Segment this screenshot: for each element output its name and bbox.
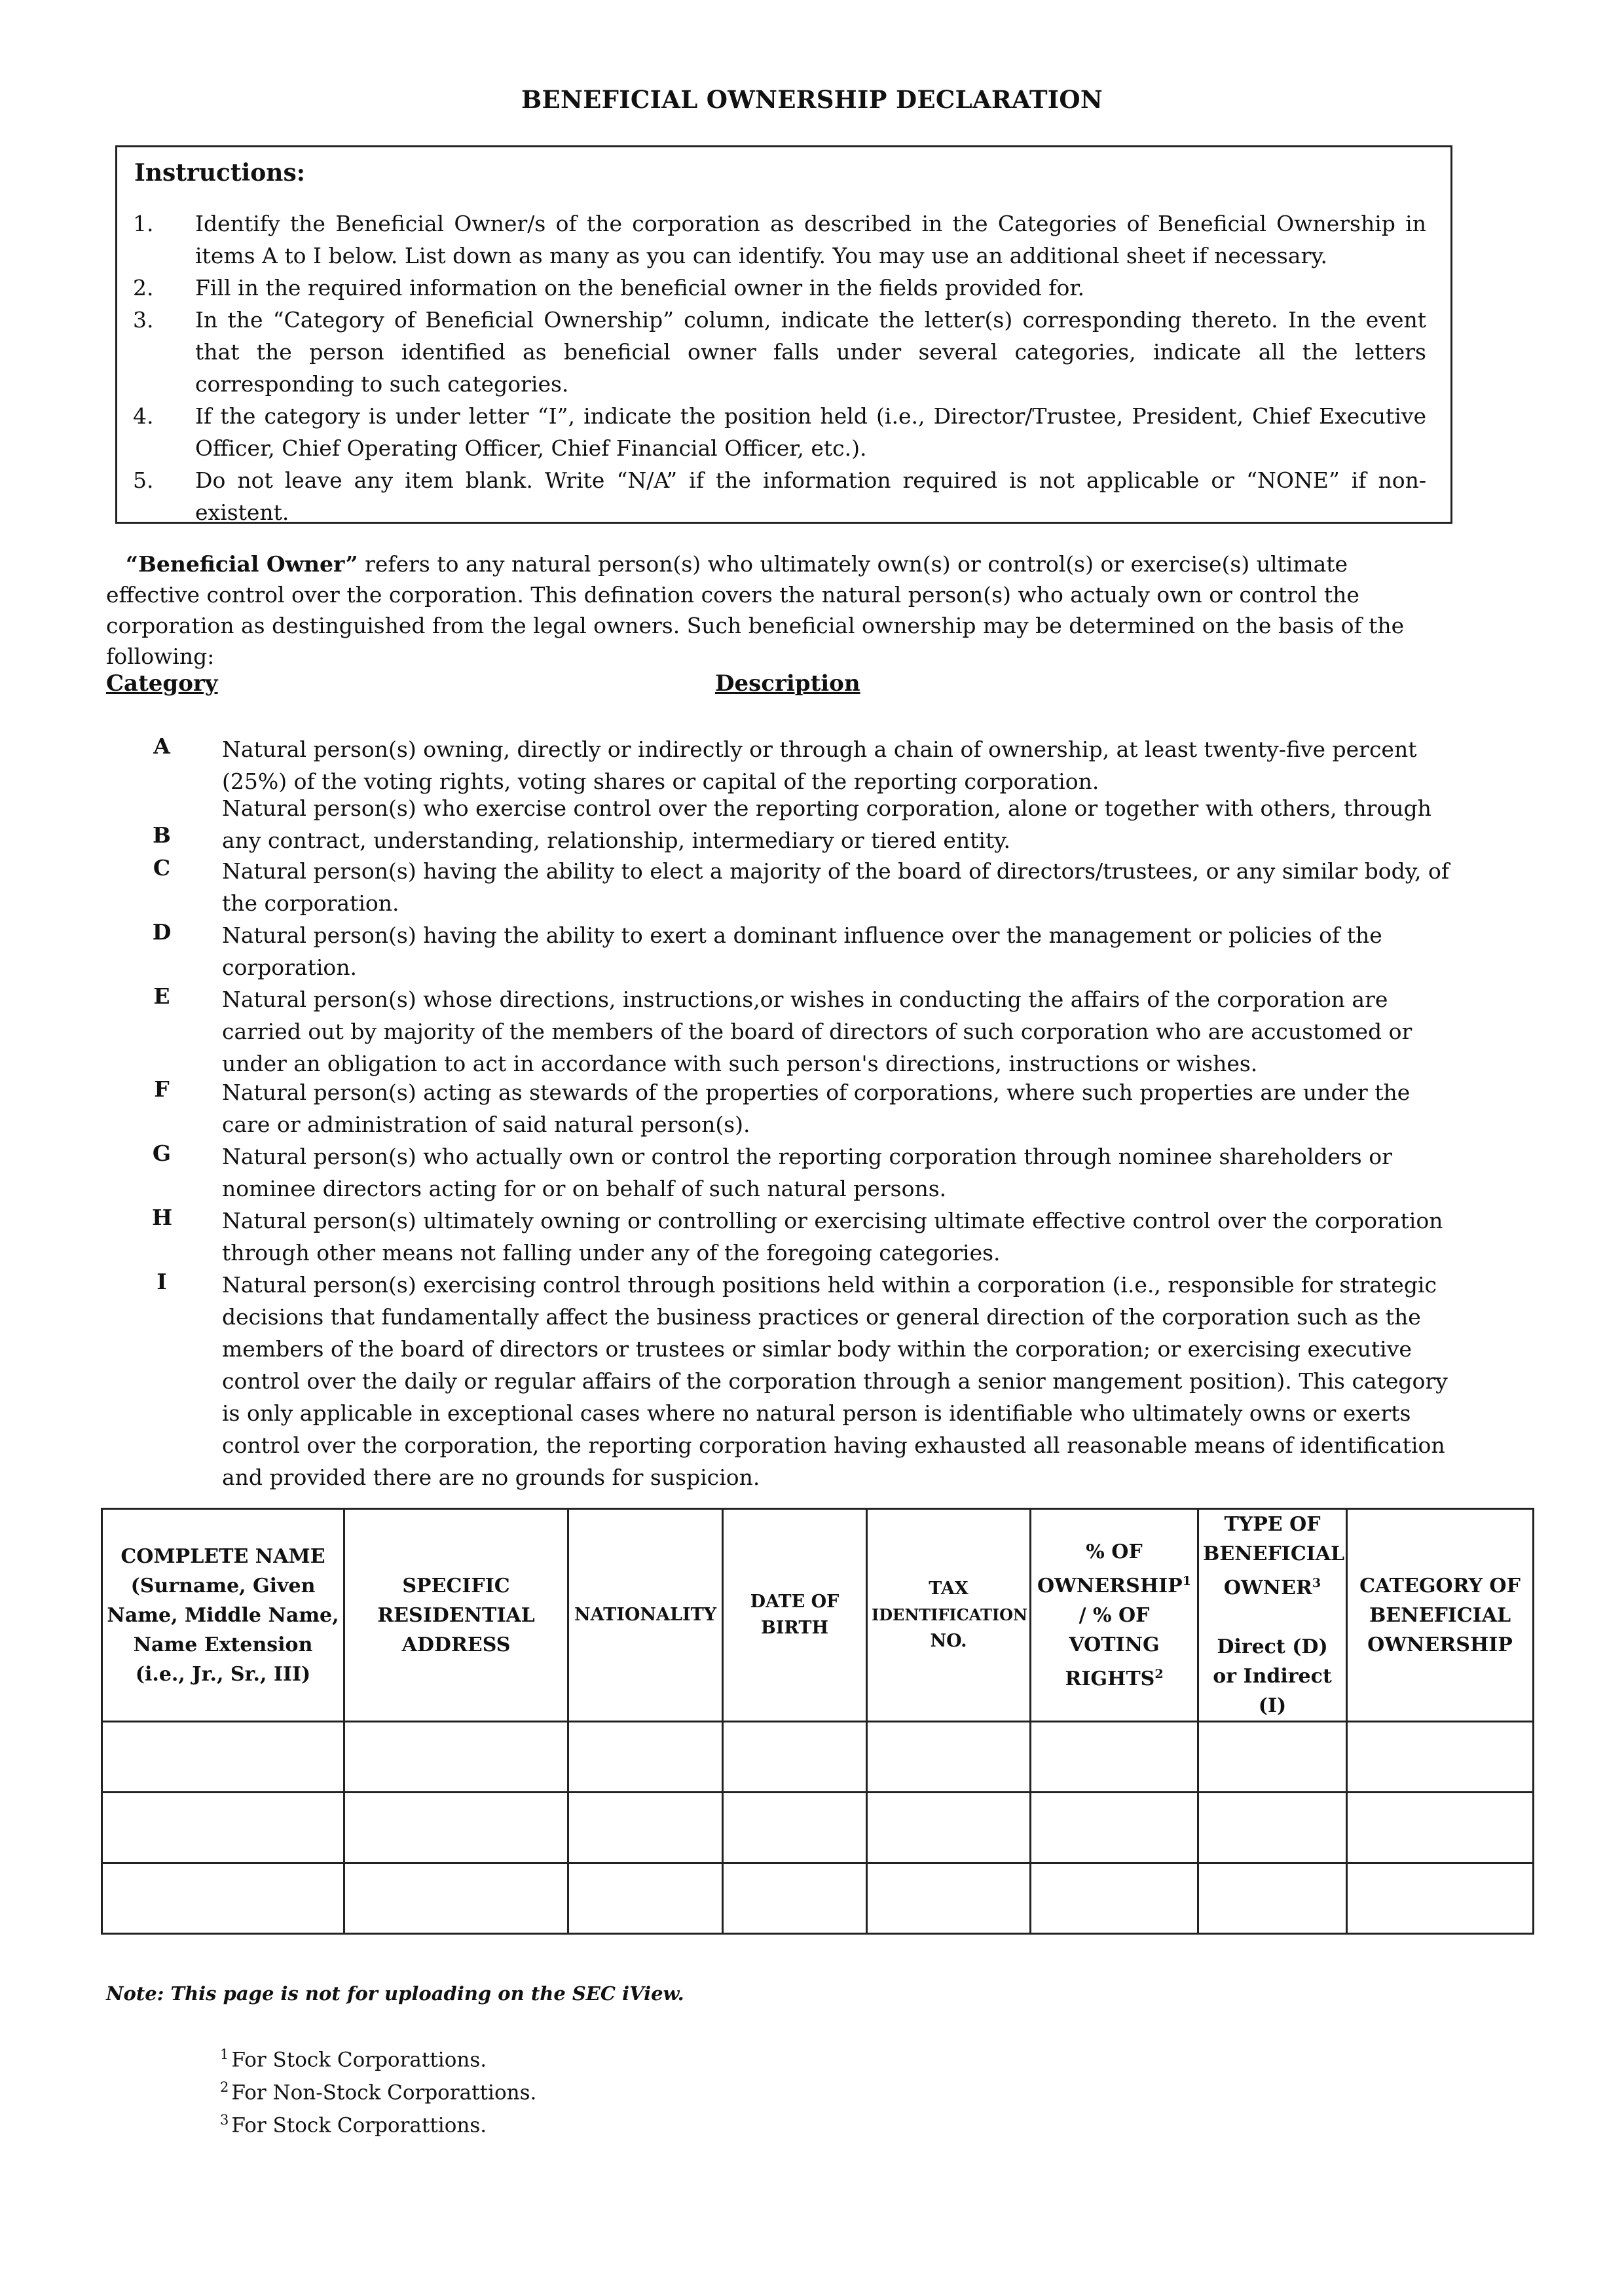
footnote	[220, 2079, 536, 2104]
instruction-text: If the category is under letter “I”, indicate the position held (i.e., Director/Trustee, President, Chief Executive Officer, Chief Operating Officer, Chief Financial Officer, etc.).	[195, 403, 1426, 461]
instruction-number: 4.	[133, 403, 154, 429]
footnote-mark: 1	[220, 2047, 229, 2062]
category-letter: D	[152, 919, 172, 945]
category-cell[interactable]	[1347, 1863, 1534, 1934]
tin-cell[interactable]	[867, 1722, 1031, 1793]
instructions-list	[133, 208, 1426, 528]
header-tax-identification-no	[867, 1509, 1031, 1722]
instruction-text: Fill in the required information on the beneficial owner in the fields provided for.	[195, 275, 1085, 301]
dob-cell[interactable]	[723, 1863, 867, 1934]
dob-cell[interactable]	[723, 1793, 867, 1863]
ownership-cell[interactable]	[1031, 1863, 1198, 1934]
nationality-cell[interactable]	[568, 1722, 723, 1793]
footnote-text: For Stock Corporattions.	[231, 2048, 487, 2072]
name-cell[interactable]	[102, 1722, 344, 1793]
category-description: Natural person(s) who actually own or control the reporting corporation through nominee shareholders or nominee directors acting for or on behalf of such natural persons.	[222, 1144, 1392, 1201]
category-description: Natural person(s) ultimately owning or controlling or exercising ultimate effective control over the corporation through other means not falling under any of the foregoing categories.	[222, 1208, 1443, 1266]
footnote	[220, 2112, 487, 2137]
category-letter: A	[153, 733, 170, 759]
category-cell[interactable]	[1347, 1793, 1534, 1863]
footnote-text: For Non-Stock Corporattions.	[231, 2081, 537, 2105]
description-column-heading: Description	[715, 670, 860, 697]
tin-label-line: IDENTIFICATION	[872, 1605, 1027, 1624]
category-description: Natural person(s) having the ability to exert a dominant influence over the management or policies of the corporation.	[222, 922, 1382, 980]
category-letter: H	[152, 1205, 173, 1230]
instruction-number: 1.	[133, 211, 154, 236]
category-letter: C	[153, 855, 171, 881]
tin-cell[interactable]	[867, 1863, 1031, 1934]
header-category-of-ownership: CATEGORY OF BENEFICIAL OWNERSHIP	[1347, 1509, 1534, 1722]
name-cell[interactable]	[102, 1793, 344, 1863]
footnote-mark: 2	[220, 2079, 229, 2095]
name-cell[interactable]	[102, 1863, 344, 1934]
instruction-number: 5.	[133, 467, 154, 493]
tin-label-line: NO.	[930, 1631, 967, 1651]
instruction-item	[133, 272, 1426, 304]
header-type-of-beneficial-owner: TYPE OF BENEFICIAL OWNER$^3$ Direct (D) or Indirect (I)	[1198, 1509, 1347, 1722]
category-letter: B	[153, 822, 171, 848]
tin-cell[interactable]	[867, 1793, 1031, 1863]
category-cell[interactable]	[1347, 1722, 1534, 1793]
footnote-mark: 3	[220, 2112, 229, 2128]
instruction-number: 2.	[133, 275, 154, 301]
footnote	[220, 2047, 487, 2071]
header-date-of-birth: DATE OF BIRTH	[723, 1509, 867, 1722]
table-row	[102, 1793, 1534, 1863]
category-description: Natural person(s) acting as stewards of the properties of corporations, where such properties are under the care or administration of said natural person(s).	[222, 1080, 1411, 1137]
instruction-text: Do not leave any item blank. Write “N/A” if the information required is not applicable or “NONE” if non-existent.	[195, 467, 1426, 525]
beneficial-owner-table	[101, 1508, 1534, 1935]
instruction-item	[133, 464, 1426, 528]
table-header-row	[102, 1509, 1534, 1722]
category-description: Natural person(s) whose directions, instructions,or wishes in conducting the affairs of the corporation are carried out by majority of the members of the board of directors of such corporation who are accustomed or under an obligation to act in accordance with such person's directions, instructions or wishes.	[222, 987, 1412, 1076]
type-cell[interactable]	[1198, 1793, 1347, 1863]
ownership-cell[interactable]	[1031, 1722, 1198, 1793]
category-letter: G	[152, 1140, 172, 1166]
beneficial-owner-definition	[106, 549, 1429, 672]
category-letter: E	[153, 983, 170, 1009]
header-residential-address: SPECIFIC RESIDENTIAL ADDRESS	[344, 1509, 568, 1722]
upload-note: Note: This page is not for uploading on the SEC iView.	[106, 1982, 684, 2005]
instruction-item	[133, 304, 1426, 400]
instructions-box	[115, 145, 1452, 524]
category-letter: F	[154, 1076, 170, 1102]
category-description: Natural person(s) owning, directly or indirectly or through a chain of ownership, at least twenty-five percent (25%) of the voting rights, voting shares or capital of the reporting corporation.	[222, 737, 1417, 794]
address-cell[interactable]	[344, 1722, 568, 1793]
footnote-text: For Stock Corporattions.	[231, 2113, 487, 2138]
instructions-heading: Instructions:	[134, 159, 306, 187]
category-description: Natural person(s) having the ability to elect a majority of the board of directors/trustees, or any similar body, of the corporation.	[222, 858, 1450, 916]
nationality-cell[interactable]	[568, 1863, 723, 1934]
table-row	[102, 1722, 1534, 1793]
definition-text: refers to any natural person(s) who ultimately own(s) or control(s) or exercise(s) ultimate effective control over the corporation. This defination covers the natural person(s) who actualy own or control the corporation as destinguished from the legal owners. Such beneficial ownership may be determined on the basis of the following:	[106, 551, 1405, 669]
address-cell[interactable]	[344, 1863, 568, 1934]
ownership-cell[interactable]	[1031, 1793, 1198, 1863]
category-description: Natural person(s) exercising control through positions held within a corporation (i.e., responsible for strategic decisions that fundamentally affect the business practices or general direction of the corporation such as the members of the board of directors or trustees or simlar body within the corporation; or exercising executive control over the daily or regular affairs of the corporation through a senior mangement position). This category is only applicable in exceptional cases where no natural person is identifiable who ultimately owns or exerts control over the corporation, the reporting corporation having exhausted all reasonable means of identification and provided there are no grounds for suspicion.	[222, 1272, 1448, 1490]
nationality-cell[interactable]	[568, 1793, 723, 1863]
category-letter: I	[157, 1269, 167, 1294]
header-ownership-percent: % OF OWNERSHIP$^1$ / % OF VOTING RIGHTS$^2$	[1031, 1509, 1198, 1722]
header-complete-name: COMPLETE NAME (Surname, Given Name, Middle Name, Name Extension (i.e., Jr., Sr., III)	[102, 1509, 344, 1722]
page-title: BENEFICIAL OWNERSHIP DECLARATION	[521, 85, 1103, 114]
dob-cell[interactable]	[723, 1722, 867, 1793]
definition-term: “Beneficial Owner”	[126, 551, 358, 577]
category-column-heading: Category	[106, 670, 218, 697]
instruction-item	[133, 400, 1426, 464]
instruction-number: 3.	[133, 307, 154, 333]
instruction-text: Identify the Beneficial Owner/s of the corporation as described in the Categories of Beneficial Ownership in items A to I below. List down as many as you can identify. You may use an additional sheet if necessary.	[195, 211, 1426, 268]
instruction-item	[133, 208, 1426, 272]
type-cell[interactable]	[1198, 1722, 1347, 1793]
header-nationality: NATIONALITY	[568, 1509, 723, 1722]
type-cell[interactable]	[1198, 1863, 1347, 1934]
table-row	[102, 1863, 1534, 1934]
address-cell[interactable]	[344, 1793, 568, 1863]
category-description: Natural person(s) who exercise control over the reporting corporation, alone or together with others, through any contract, understanding, relationship, intermediary or tiered entity.	[222, 795, 1431, 853]
instruction-text: In the “Category of Beneficial Ownership” column, indicate the letter(s) corresponding thereto. In the event that the person identified as beneficial owner falls under several categories, indicate all the letters corresponding to such categories.	[195, 307, 1426, 397]
tin-label-line: TAX	[929, 1578, 969, 1599]
